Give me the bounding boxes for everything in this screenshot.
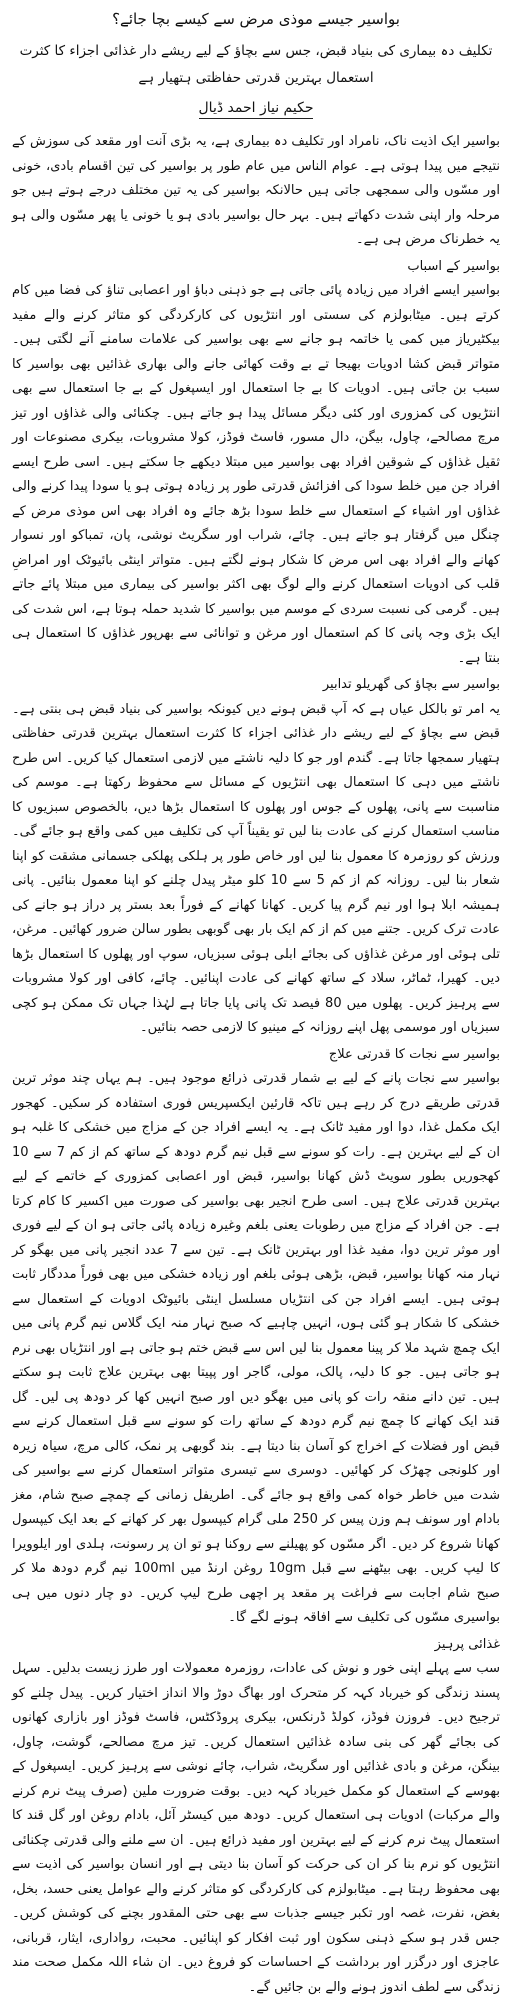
- paragraph-prevention: یہ امر تو بالکل عیاں ہے کہ آپ قبض ہونے دیں کیونکہ بواسیر کی بنیاد قبض ہی بنتی ہے۔ قبض سے بچاؤ کے لیے ریشے دار غذائی اجزاء کا کثرت استعمال بہترین قدرتی حفاظتی ہتھیار سمجھا جاتا ہے۔ گندم اور جو کا دلیہ ناشتے میں لازمی استعمال کیا کریں۔ اس طرح ناشتے میں دہی کا استعمال بھی انتڑیوں کے مسائل سے محفوظ رکھتا ہے۔ موسم کی مناسبت سے پانی، پھلوں کے جوس اور پھلوں کا استعمال بڑھا دیں، بالخصوص سبزیوں کا مناسب استعمال کرنے کی عادت بنا لیں تو یقیناً آپ کی تکلیف میں کمی واقع ہو جائے گی۔ ورزش کو روزمرہ کا معمول بنا لیں اور خاص طور پر ہلکی پھلکی جسمانی مشقت کو اپنا شعار بنا لیں۔ روزانہ کم از کم 5 سے 10 کلو میٹر پیدل چلنے کو اپنا معمول بنائیں۔ پانی ہمیشہ ابلا ہوا اور نیم گرم پیا کریں۔ کھانا کھانے کے فوراً بعد بستر پر دراز ہو جانے کی عادت ترک کریں۔ جتنے میں کم از کم ایک بار بھی گوبھی بطور سالن ضرور کھائیں۔ مرغن، تلی ہوئی اور مرغن غذاؤں کی بجائے ابلی ہوئی سبزیاں، سوپ اور پھلوں کا استعمال بڑھا دیں۔ کھیرا، ٹماٹر، سلاد کے ساتھ کھانے کی عادت اپنائیں۔ چائے، کافی اور کولا مشروبات سے پرہیز کریں۔ پھلوں میں 80 فیصد تک پانی پایا جاتا ہے لہٰذا جہاں تک ممکن ہو کچی سبزیاں اور موسمی پھل اپنے روزانہ کے مینیو کا لازمی حصہ بنائیں۔: [12, 701, 501, 1035]
- paragraph-natural-treatment: بواسیر سے نجات پانے کے لیے بے شمار قدرتی ذرائع موجود ہیں۔ ہم یہاں چند موثر ترین قدرتی طریقے درج کر رہے ہیں تاکہ قارئین ایکسپریس فوری استفادہ کر سکیں۔ کھجور ایک مکمل غذا، دوا اور مفید ٹانک ہے۔ یہ ایسے افراد جن کے مزاج میں خشکی کا غلبہ ہو ان کے لیے بہترین ہے۔ رات کو سونے سے قبل نیم گرم دودھ کے ساتھ کم از کم 7 سے 10 کھجوریں بطور سویٹ ڈش کھانا بواسیر، قبض اور اعصابی کمزوری کے خاتمے کے لیے بہترین قدرتی علاج ہیں۔ اسی طرح انجیر بھی بواسیر کی صورت میں اکسیر کا کام کرتا ہے۔ جن افراد کے مزاج میں رطوبات یعنی بلغم وغیرہ زیادہ پائی جاتی ہو ان کے لیے فوری اور موثر ترین دوا، مفید غذا اور بہترین ٹانک ہے۔ تین سے 7 عدد انجیر پانی میں بھگو کر نہار منہ کھانا بواسیر، قبض، بڑھی ہوئی بلغم اور زیادہ خشکی میں بھی فوراً مددگار ثابت ہوتی ہیں۔ ایسے افراد جن کی انتڑیاں مسلسل اینٹی بائیوٹک ادویات کے استعمال سے خشکی کا شکار ہو گئی ہوں، انہیں چاہیے کہ صبح نہار منہ ایک گلاس نیم گرم پانی میں ایک چمچ شہد ملا کر پینا معمول بنا لیں اس سے قبض ختم ہو جاتی ہے اور انتڑیاں بھی نرم ہو جاتی ہیں۔ جو کا دلیہ، پالک، مولی، گاجر اور پپیتا بھی بہترین علاج ثابت ہو سکتے ہیں۔ تین دانے منقہ رات کو پانی میں بھگو دیں اور صبح انہیں کھا کر دودھ پی لیں۔ گل قند ایک کھانے کا چمچ نیم گرم دودھ کے ساتھ رات کو سونے سے قبل استعمال کرنے سے قبض اور فضلات کے اخراج کو آسان بنا دیتا ہے۔ بند گوبھی پر نمک، کالی مرچ، سیاہ زیرہ اور کلونجی چھڑک کر کھائیں۔ دوسری سے تیسری متواتر استعمال کرنے سے بواسیر کی شدت میں خاطر خواہ کمی واقع ہو جائے گی۔ اطریفل زمانی کے چمچے صبح شام، مغز بادام اور سونف ہم وزن پیس کر 250 ملی گرام کیپسول بھر کر کھانے کے بعد ایک کیپسول کھانا شروع کر دیں۔ اگر مسّوں کو پھیلنے سے روکنا ہو تو ان پر رسونت، ہلدی اور ایلوویرا کا لیپ کریں۔ بھی بیٹھنے سے قبل 10gm روغن ارنڈ میں 100ml نیم گرم دودھ ملا کر صبح شام اجابت سے فراغت پر مقعد پر اچھی طرح لیپ کریں۔ دو چار دنوں میں ہی بواسیری مسّوں کی تکلیف سے افاقہ ہونے لگے گا۔: [12, 1071, 500, 1625]
- heading-causes: بواسیر کے اسباب: [407, 258, 500, 274]
- heading-natural-treatment: بواسیر سے نجات کا قدرتی علاج: [328, 1046, 500, 1062]
- author-byline: [12, 96, 500, 120]
- heading-prevention: بواسیر سے بچاؤ کی گھریلو تدابیر: [322, 677, 500, 692]
- paragraph-diet-restrictions: سب سے پہلے اپنی خور و نوش کی عادات، روزمرہ معمولات اور طرز زیست بدلیں۔ سہل پسند زندگی کو خیرباد کہہ کر متحرک اور بھاگ دوڑ والا انداز اختیار کریں۔ پیدل چلنے کو ترجیح دیں۔ فروزن فوڈز، کولڈ ڈرنکس، بیکری پروڈکٹس، فاسٹ فوڈز اور بازاری کھانوں کی بجائے گھر کی بنی سادہ غذائیں استعمال کریں۔ تیز مرچ مصالحے، گوشت، چاول، بینگن، مرغن و بادی غذائیں اور سگریٹ، شراب، چائے نوشی سے پرہیز کریں۔ ایسپغول کے بھوسے کے استعمال کو مکمل خیرباد کہہ دیں۔ بوقت ضرورت ملین (صرف پیٹ نرم کرنے والے مرکبات) ادویات ہی استعمال کریں۔ دودھ میں کیسٹر آئل، بادام روغن اور گل قند کا استعمال پیٹ نرم کرنے کے لیے بہترین اور مفید ذرائع ہیں۔ ان سے ملنے والی قدرتی چکنائی انتڑیوں کو نرم بنا کر ان کی حرکت کو آسان بنا دیتی ہے اور انسان بواسیر کی اذیت سے بھی محفوظ رہتا ہے۔ میٹابولزم کی کارکردگی کو متاثر کرنے والے عوامل یعنی حسد، بخل، بغض، نفرت، غصہ اور تکبر جیسے جذبات سے بھی حتی المقدور بچنے کی کوشش کریں۔ جس قدر ہو سکے ذہنی سکون اور ثبت افکار کو اپنائیں۔ محبت، رواداری، ایثار، قربانی، عاجزی اور درگزر اور برداشت کے احساسات کو فروغ دیں۔ ان شاء اللہ مکمل صحت مند زندگی سے لطف اندوز ہونے والے بن جائیں گے۔: [12, 1661, 500, 1995]
- paragraph-causes: بواسیر ایسے افراد میں زیادہ پائی جاتی ہے جو ذہنی دباؤ اور اعصابی تناؤ کی فضا میں کام کرتے ہیں۔ میٹابولزم کی سستی اور انتڑیوں کی کارکردگی کو متاثر کرنے والے مفید بیکٹیریاز میں کمی یا خاتمہ ہو جانے سے بھی بواسیر کی علامات سامنے آنے لگتی ہیں۔ متواتر قبض کشا ادویات بھیجا تے بے وقت کھائی جانے والی بھاری غذائیں بھی بواسیر کا سبب بن جاتی ہیں۔ ادویات کا بے جا استعمال اور ایسپغول کے بے جا استعمال سے بھی انتڑیوں کی کمزوری اور کئی دیگر مسائل پیدا ہو جاتے ہیں۔ چکنائی والی غذاؤں اور تیز مرچ مصالحے، چاول، بیگن، دال مسور، فاسٹ فوڈز، کولا مشروبات، بیکری مصنوعات اور ثقیل غذاؤں کے شوقین افراد بھی بواسیر میں مبتلا دیکھے جا سکتے ہیں۔ اسی طرح ایسے افراد جن میں خلط سودا کی افزائش قدرتی طور پر زیادہ ہوتی ہو یا سودا پیدا کرنے والی غذاؤں اور اشیاء کے استعمال سے خلط سودا بڑھ جائے وہ افراد بھی اس موذی مرض کے چنگل میں گرفتار ہو جاتے ہیں۔ چائے، شراب اور سگریٹ نوشی، پان، تمباکو اور نسوار کھانے والے افراد بھی اس مرض کا شکار ہونے لگتے ہیں۔ متواتر اینٹی بائیوٹک اور امراضِ قلب کی ادویات استعمال کرنے والے لوگ بھی اکثر بواسیر کی بیماری میں مبتلا پائے جاتے ہیں۔ گرمی کی نسبت سردی کے موسم میں بواسیر کا شدید حملہ ہوتا ہے، اس شدت کی ایک بڑی وجہ پانی کا کم استعمال اور مرغن و توانائی سے بھرپور غذاؤں کا استعمال ہی بنتا ہے۔: [12, 283, 500, 666]
- article-intro: تکلیف دہ بیماری کی بنیاد قبض، جس سے بچاؤ کے لیے ریشے دار غذائی اجزاء کا کثرت استعمال بہترین قدرتی حفاظتی ہتھیار ہے: [19, 43, 493, 86]
- article-title: بواسیر جیسے موذی مرض سے کیسے بچا جائے؟: [112, 10, 400, 28]
- author-name: حکیم نیاز احمد ڈیال: [199, 100, 314, 119]
- heading-diet-restrictions: غذائی پرہیز: [434, 1636, 500, 1652]
- paragraph-intro: بواسیر ایک اذیت ناک، نامراد اور تکلیف دہ بیماری ہے، یہ بڑی آنت اور مقعد کی سوزش کے نتیجے میں پیدا ہوتی ہے۔ عوام الناس میں عام طور پر بواسیر کی تین اقسام بادی، خونی اور مسّوں والی سمجھی جاتی ہیں حالانکہ بواسیر کی یہ تین مختلف درجے ہوتے ہیں جو مرحلہ وار اپنی شدت دکھاتے ہیں۔ بہر حال بواسیر بادی ہو یا خونی یا پھر مسّوں والی ہو یہ خطرناک مرض ہی ہے۔: [12, 134, 500, 247]
